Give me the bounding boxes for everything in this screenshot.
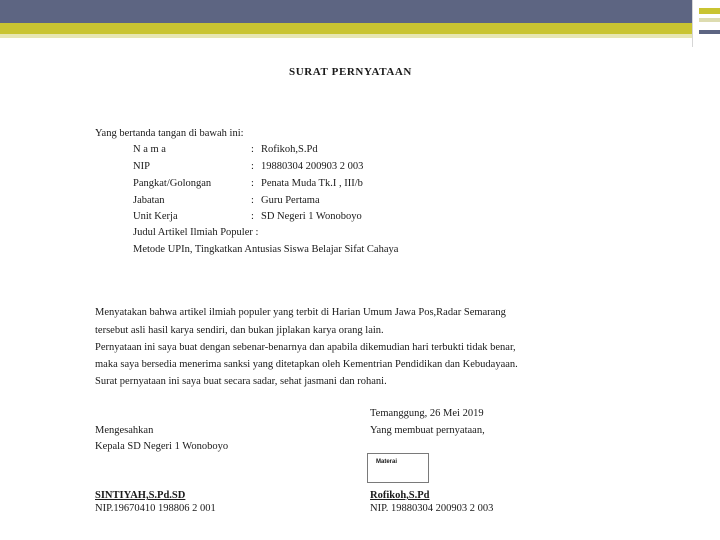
identity-separator: : <box>251 195 254 206</box>
identity-value: Guru Pertama <box>261 195 320 206</box>
stamp-box <box>367 453 429 483</box>
identity-separator: : <box>251 178 254 189</box>
header-bar-yellow <box>0 23 720 34</box>
header-bar-dark <box>0 0 720 23</box>
identity-value: Rofikoh,S.Pd <box>261 144 318 155</box>
intro-text: Yang bertanda tangan di bawah ini: <box>95 128 244 139</box>
statement-line: Menyatakan bahwa artikel ilmiah populer yang terbit di Harian Umum Jawa Pos,Radar Semarang <box>95 307 506 318</box>
identity-label: Pangkat/Golongan <box>133 178 212 189</box>
identity-value: Penata Muda Tk.I , III/b <box>261 178 363 189</box>
left-sign-nip: NIP.19670410 198806 2 001 <box>95 503 216 514</box>
identity-label: NIP <box>133 161 150 172</box>
right-sign-nip: NIP. 19880304 200903 2 003 <box>370 503 494 514</box>
identity-value: SD Negeri 1 Wonoboyo <box>261 211 362 222</box>
document-title: SURAT PERNYATAAN <box>289 66 412 78</box>
identity-value: 19880304 200903 2 003 <box>261 161 364 172</box>
article-title: Metode UPIn, Tingkatkan Antusias Siswa Belajar Sifat Cahaya <box>133 244 399 255</box>
statement-line: maka saya bersedia menerima sanksi yang ditetapkan oleh Kementrian Pendidikan dan Kebudayaan. <box>95 359 518 370</box>
statement-line: Surat pernyataan ini saya buat secara sadar, sehat jasmani dan rohani. <box>95 376 387 387</box>
right-sign-role: Yang membuat pernyataan, <box>370 425 485 436</box>
left-sign-office: Kepala SD Negeri 1 Wonoboyo <box>95 441 229 452</box>
statement-line: tersebut asli hasil karya sendiri, dan bukan jiplakan karya orang lain. <box>95 325 384 336</box>
stamp-label: Materai <box>376 459 398 465</box>
right-sign-name: Rofikoh,S.Pd <box>370 490 430 501</box>
corner-decoration <box>692 0 720 47</box>
identity-separator: : <box>251 144 254 155</box>
identity-label: N a m a <box>133 144 166 155</box>
statement-line: Pernyataan ini saya buat dengan sebenar-benarnya dan apabila dikemudian hari terbukti tidak benar, <box>95 342 516 353</box>
identity-separator: : <box>251 161 254 172</box>
left-sign-name: SINTIYAH,S.Pd.SD <box>95 490 186 501</box>
article-label: Judul Artikel Ilmiah Populer : <box>133 227 259 238</box>
header-bar-strip <box>0 34 720 38</box>
identity-label: Jabatan <box>133 195 165 206</box>
place-date: Temanggung, 26 Mei 2019 <box>370 408 484 419</box>
identity-label: Unit Kerja <box>133 211 178 222</box>
left-sign-role: Mengesahkan <box>95 425 154 436</box>
identity-separator: : <box>251 211 254 222</box>
